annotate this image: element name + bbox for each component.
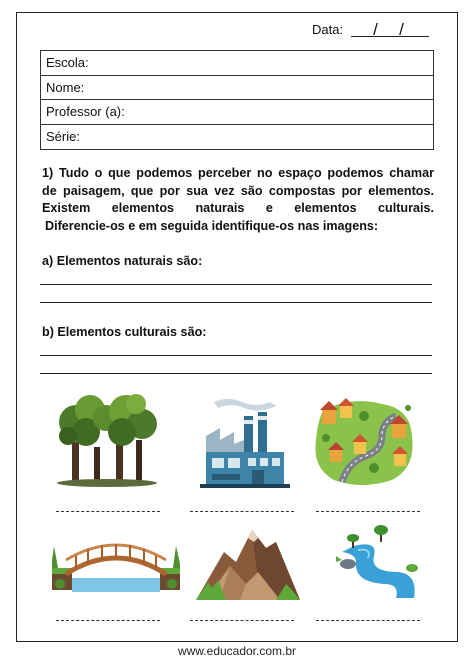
student-info-table: [40, 50, 434, 150]
question-line: 1) Tudo o que podemos perceber no espaço podemos chamar: [42, 166, 434, 180]
question-line: Existem elementos naturais e elementos culturais.: [42, 201, 434, 215]
river-icon: [334, 522, 420, 602]
factory-icon: [200, 396, 290, 488]
question-text: [42, 165, 434, 235]
teacher-label: Professor (a):: [46, 104, 125, 120]
trees-icon: [54, 392, 160, 488]
date-slash: /: [373, 19, 378, 39]
name-field[interactable]: [41, 76, 433, 101]
cultural-elements-label: b) Elementos culturais são:: [42, 325, 207, 339]
school-label: Escola:: [46, 55, 89, 71]
answer-line-b1[interactable]: [40, 355, 432, 356]
footer-site: www.educador.com.br: [177, 644, 297, 658]
date-slash: /: [399, 19, 404, 39]
answer-dash-mountains[interactable]: [190, 620, 294, 621]
date-input-line[interactable]: [351, 19, 429, 39]
date-label: Data:: [312, 22, 344, 37]
name-label: Nome:: [46, 79, 85, 95]
town-icon: [312, 396, 416, 488]
natural-elements-label: a) Elementos naturais são:: [42, 254, 203, 268]
question-line: Diferencie-os e em seguida identifique-os nas imagens:: [45, 218, 379, 233]
question-line: de paisagem, que por sua vez são compostas por elementos.: [42, 183, 434, 198]
answer-dash-river[interactable]: [316, 620, 420, 621]
answer-dash-trees[interactable]: [56, 511, 160, 512]
answer-line-a1[interactable]: [40, 284, 432, 285]
grade-label: Série:: [46, 129, 80, 145]
mountains-icon: [196, 522, 300, 604]
answer-dash-town[interactable]: [316, 511, 420, 512]
date-field: [312, 19, 429, 39]
answer-dash-factory[interactable]: [190, 511, 294, 512]
answer-line-a2[interactable]: [40, 302, 432, 303]
answer-dash-bridge[interactable]: [56, 620, 160, 621]
school-field[interactable]: [41, 51, 433, 76]
answer-line-b2[interactable]: [40, 373, 432, 374]
teacher-field[interactable]: [41, 100, 433, 125]
bridge-icon: [52, 538, 180, 594]
grade-field[interactable]: [41, 125, 433, 150]
